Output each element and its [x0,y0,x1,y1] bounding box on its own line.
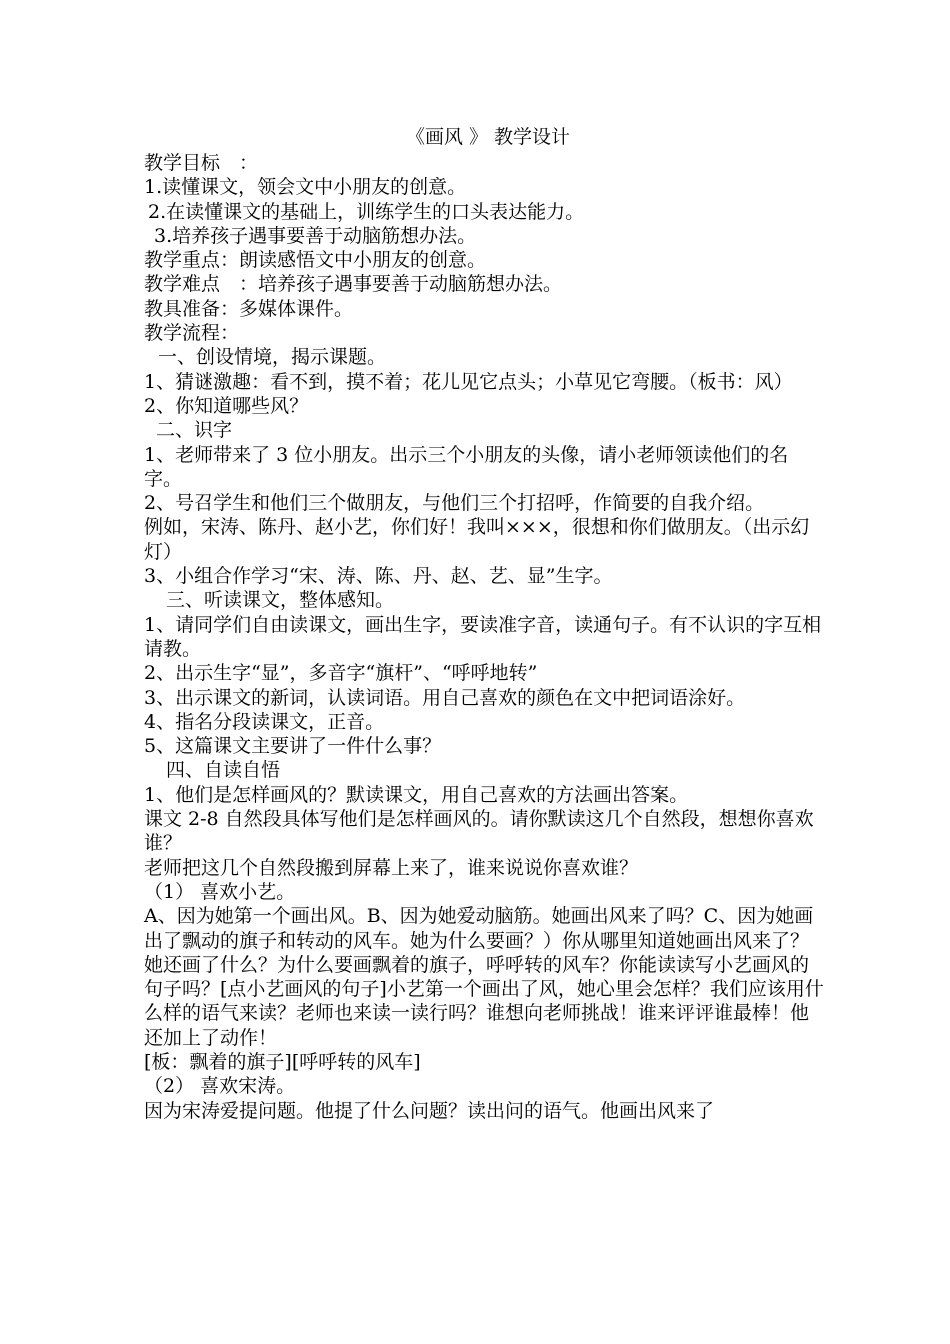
list-item: 5、这篇课文主要讲了一件什么事？ [144,735,442,758]
document-body [144,124,824,1123]
materials: 教具准备：多媒体课件。 [144,297,354,320]
list-item: 2、你知道哪些风？ [144,394,309,417]
list-item: 1、老师带来了 3 位小朋友。出示三个小朋友的头像，请小老师领读他们的名字。 [144,443,789,490]
section-heading: 一、创设情境，揭示课题。 [158,346,387,369]
list-item: 2、出示生字“显”，多音字“旗杆”、“呼呼地转” [144,662,538,685]
section-heading: 二、识字 [156,419,233,442]
list-item: （2） 喜欢宋涛。 [144,1075,296,1098]
goals-heading: 教学目标 ： [144,152,259,174]
list-item: 3、出示课文的新词，认读词语。用自己喜欢的颜色在文中把词语涂好。 [144,686,746,709]
goal-item: 2.在读懂课文的基础上，训练学生的口头表达能力。 [148,200,585,223]
section-heading: 三、听读课文，整体感知。 [166,589,395,612]
key-point: 教学重点：朗读感悟文中小朋友的创意。 [144,249,487,272]
list-item: 2、号召学生和他们三个做朋友，与他们三个打招呼，作简要的自我介绍。 [144,492,765,515]
list-item: 老师把这几个自然段搬到屏幕上来了，谁来说说你喜欢谁？ [144,856,639,879]
paragraph: 因为宋涛爱提问题。他提了什么问题？读出问的语气。他画出风来了 [144,1099,715,1122]
document-title: 《画风 》 教学设计 [405,126,571,148]
goal-item: 3.培养孩子遇事要善于动脑筋想办法。 [154,224,477,247]
list-item: 课文 2-8 自然段具体写他们是怎样画风的。请你默读这几个自然段，想想你喜欢谁？ [144,808,814,855]
list-item: 3、小组合作学习“宋、涛、陈、丹、赵、艺、显”生字。 [144,565,613,588]
goal-item: 1.读懂课文，领会文中小朋友的创意。 [144,176,467,199]
list-item: 1、猜谜激趣：看不到，摸不着；花儿见它点头；小草见它弯腰。（板书：风） [144,370,793,393]
list-item: 1、他们是怎样画风的？默读课文，用自己喜欢的方法画出答案。 [144,783,689,806]
board-note: [板：飘着的旗子][呼呼转的风车] [144,1050,421,1073]
list-item: 例如，宋涛、陈丹、赵小艺，你们好！我叫×××，很想和你们做朋友。（出示幻灯） [144,516,810,563]
paragraph: A、因为她第一个画出风。B、因为她爱动脑筋。她画出风来了吗？C、因为她画出了飘动的旗子和转动的风车。她为什么要画？）你从哪里知道她画出风来了？她还画了什么？为什么要画飘着的旗子，呼呼转的风车？你能读读写小艺画风的句子吗？[点小艺画风的句子]小艺第一个画出了风，她心里会怎样？我们应该用什么样的语气来读？老师也来读一读行吗？谁想向老师挑战！谁来评评谁最棒！他还加上了动作！ [144,905,824,1049]
process-heading: 教学流程： [144,322,240,345]
list-item: （1） 喜欢小艺。 [144,880,296,903]
section-heading: 四、自读自悟 [166,759,281,782]
list-item: 1、请同学们自由读课文，画出生字，要读准字音，读通句子。有不认识的字互相请教。 [144,613,822,660]
list-item: 4、指名分段读课文，正音。 [144,710,385,733]
difficulty: 教学难点 ：培养孩子遇事要善于动脑筋想办法。 [144,273,563,296]
